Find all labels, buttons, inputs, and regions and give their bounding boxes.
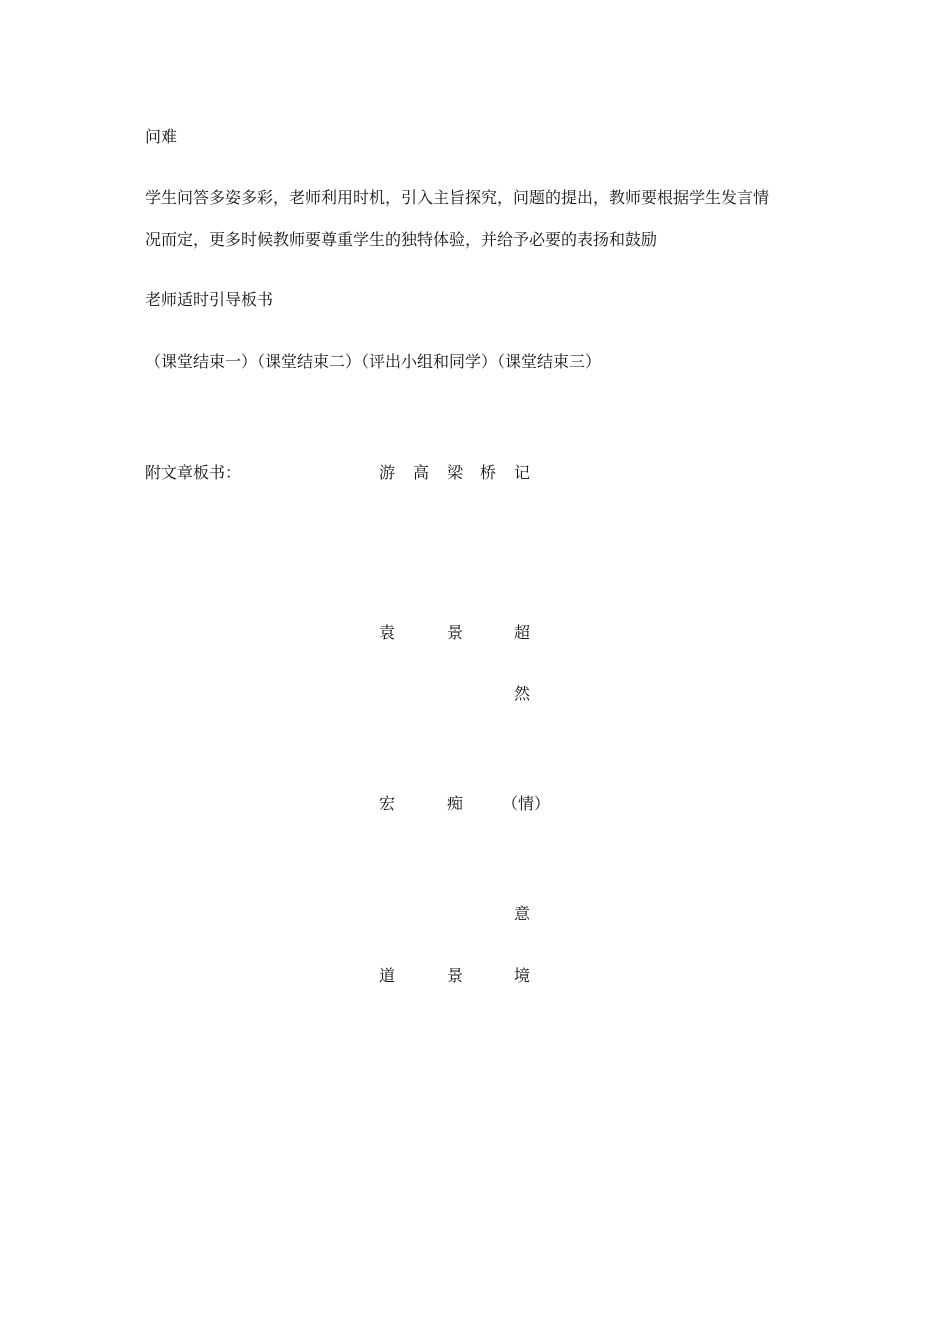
board-cell: 景 bbox=[446, 966, 463, 985]
board-cell: 超 bbox=[513, 623, 530, 642]
board-title-char: 高 bbox=[412, 463, 429, 482]
board-cell: （情） bbox=[502, 794, 551, 813]
board-cell: 景 bbox=[446, 623, 463, 642]
board-cell: 然 bbox=[513, 684, 530, 703]
board-cell: 意 bbox=[513, 904, 530, 923]
paragraph-teacher-guide: 老师适时引导板书 bbox=[145, 290, 274, 309]
paragraph-answer-line-1: 学生问答多姿多彩，老师利用时机，引入主旨探究，问题的提出，教师要根据学生发言情 bbox=[145, 188, 770, 207]
paragraph-class-endings: （课堂结束一）（课堂结束二）（评出小组和同学）（课堂结束三） bbox=[145, 352, 602, 371]
board-cell: 道 bbox=[378, 966, 395, 985]
board-cell: 境 bbox=[513, 966, 530, 985]
board-cell: 痴 bbox=[446, 794, 463, 813]
board-title-char: 游 bbox=[378, 463, 395, 482]
paragraph-answer-line-2: 况而定，更多时候教师要尊重学生的独特体验，并给予必要的表扬和鼓励 bbox=[145, 230, 658, 249]
board-label: 附文章板书： bbox=[145, 463, 242, 482]
board-cell: 宏 bbox=[378, 794, 395, 813]
board-title-char: 桥 bbox=[479, 463, 496, 482]
paragraph-question-heading: 问难 bbox=[145, 127, 178, 146]
board-title-char: 梁 bbox=[446, 463, 463, 482]
board-cell: 袁 bbox=[378, 623, 395, 642]
board-title-char: 记 bbox=[513, 463, 530, 482]
